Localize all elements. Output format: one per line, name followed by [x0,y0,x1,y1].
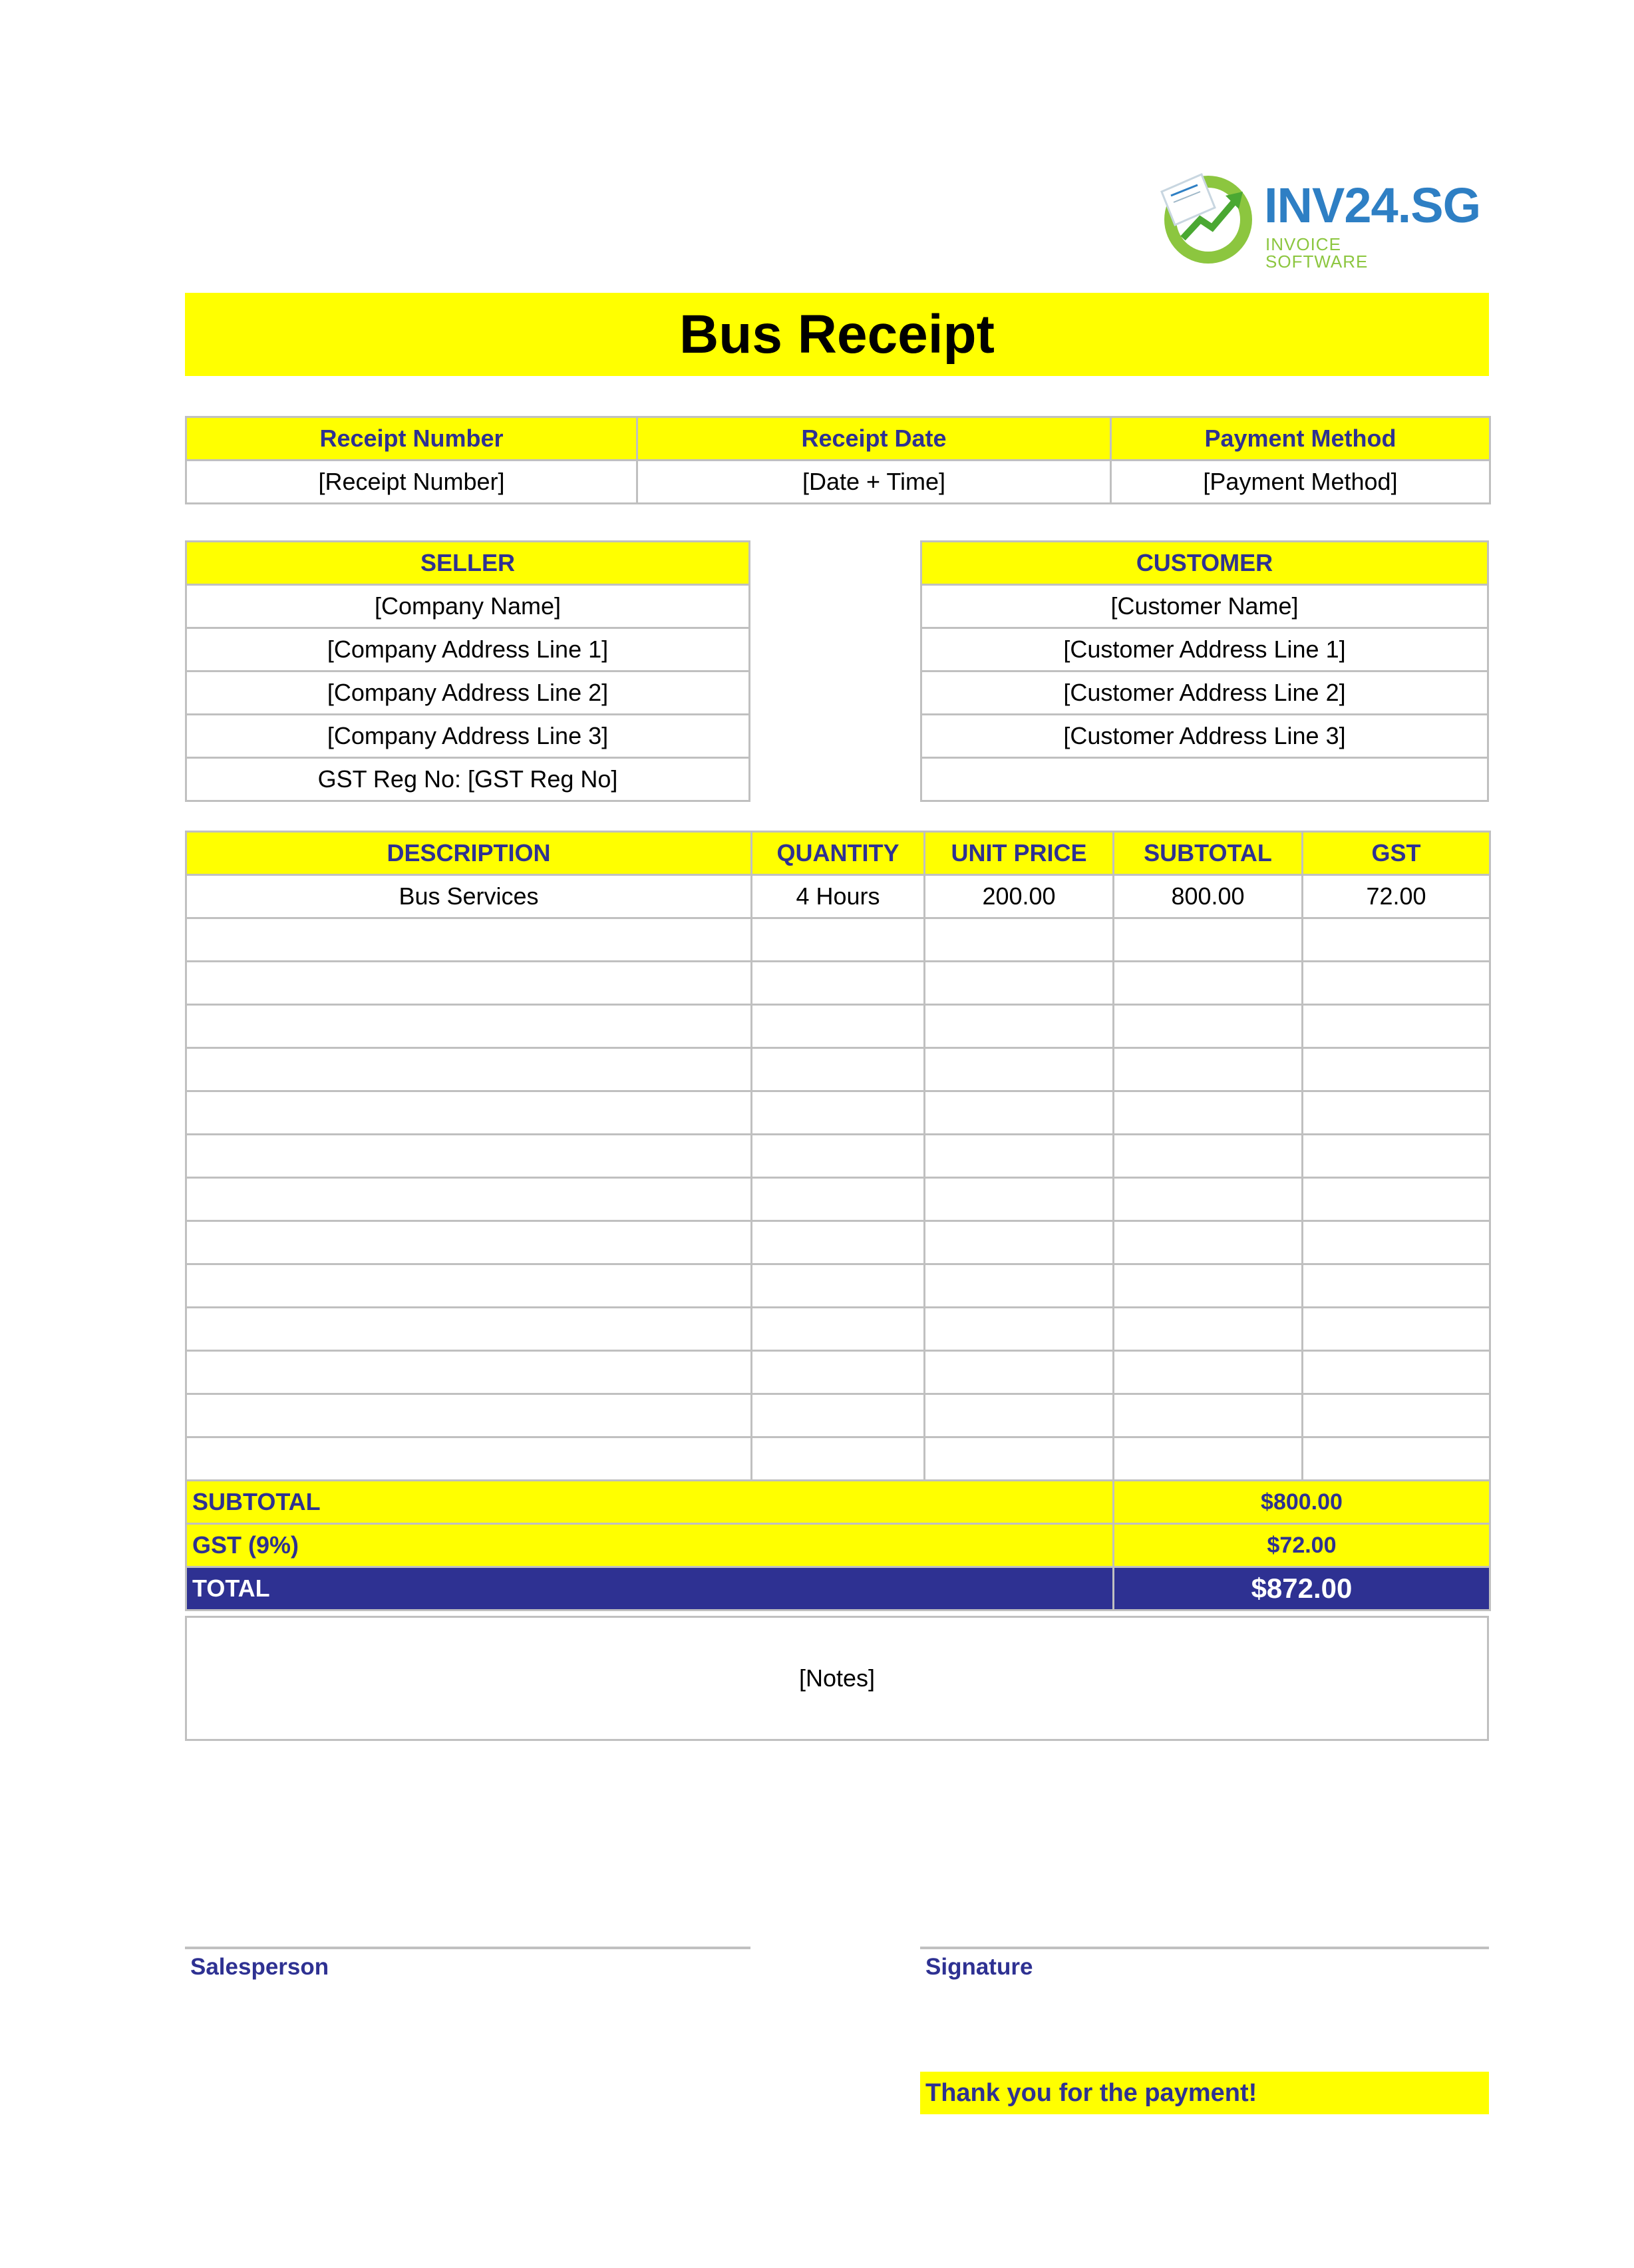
item-unit-price-cell[interactable] [925,1264,1114,1308]
seller-company-name[interactable]: [Company Name] [186,585,750,628]
payment-method-field[interactable]: [Payment Method] [1111,461,1490,504]
item-subtotal-cell[interactable] [1114,962,1303,1005]
table-row [186,962,1490,1005]
item-gst-cell[interactable]: 72.00 [1303,875,1490,918]
item-gst-cell[interactable] [1303,1351,1490,1394]
thank-you-text: Thank you for the payment! [925,2078,1257,2107]
customer-address-line-1[interactable]: [Customer Address Line 1] [921,628,1488,671]
item-quantity-cell[interactable] [752,918,925,962]
item-subtotal-cell[interactable] [1114,1394,1303,1437]
item-description-cell[interactable] [186,1437,752,1481]
table-row [186,875,1490,918]
item-subtotal-cell[interactable] [1114,1178,1303,1221]
item-description-cell[interactable] [186,1351,752,1394]
item-description-cell[interactable] [186,1221,752,1264]
item-quantity-cell[interactable] [752,1221,925,1264]
item-subtotal-cell[interactable] [1114,1005,1303,1048]
table-row [186,1394,1490,1437]
item-quantity-cell[interactable] [752,1308,925,1351]
item-description-cell[interactable] [186,918,752,962]
item-description-cell[interactable] [186,1005,752,1048]
item-subtotal-cell[interactable] [1114,1264,1303,1308]
salesperson-signature-line [185,1947,750,1949]
item-description-cell[interactable] [186,1264,752,1308]
logo-tagline: INVOICE SOFTWARE [1265,234,1369,272]
column-header-unit-price: UNIT PRICE [925,832,1114,875]
gst-label: GST (9%) [186,1524,1114,1567]
table-row [186,1048,1490,1091]
item-unit-price-cell[interactable] [925,1221,1114,1264]
subtotal-label: SUBTOTAL [186,1481,1114,1524]
logo-brand-text: INV24.SG [1264,178,1481,233]
total-value: $872.00 [1114,1567,1490,1610]
payment-method-header: Payment Method [1111,417,1490,461]
customer-address-line-3[interactable]: [Customer Address Line 3] [921,715,1488,758]
item-quantity-cell[interactable] [752,1005,925,1048]
item-subtotal-cell[interactable] [1114,1308,1303,1351]
item-gst-cell[interactable] [1303,1005,1490,1048]
item-description-cell[interactable] [186,1394,752,1437]
title-bar [185,293,1489,376]
item-quantity-cell[interactable] [752,1394,925,1437]
notes-text: [Notes] [798,1664,876,1692]
item-quantity-cell[interactable] [752,1091,925,1135]
item-gst-cell[interactable] [1303,1437,1490,1481]
thank-you-banner [920,2072,1489,2114]
item-unit-price-cell[interactable] [925,1048,1114,1091]
item-gst-cell[interactable] [1303,1308,1490,1351]
item-unit-price-cell[interactable] [925,962,1114,1005]
item-subtotal-cell[interactable] [1114,1091,1303,1135]
item-quantity-cell[interactable] [752,1048,925,1091]
table-row [186,1221,1490,1264]
item-quantity-cell[interactable] [752,1135,925,1178]
customer-header: CUSTOMER [921,542,1488,585]
item-gst-cell[interactable] [1303,1135,1490,1178]
table-row [186,1308,1490,1351]
item-gst-cell[interactable] [1303,1178,1490,1221]
item-gst-cell[interactable] [1303,1221,1490,1264]
item-unit-price-cell[interactable] [925,1437,1114,1481]
document-title: Bus Receipt [679,303,995,365]
item-gst-cell[interactable] [1303,918,1490,962]
notes-box[interactable] [185,1616,1489,1741]
seller-table [185,540,750,802]
item-subtotal-cell[interactable] [1114,1135,1303,1178]
item-description-cell[interactable]: Bus Services [186,875,752,918]
item-quantity-cell[interactable] [752,1351,925,1394]
seller-gst-reg-no[interactable]: GST Reg No: [GST Reg No] [186,758,750,801]
item-unit-price-cell[interactable]: 200.00 [925,875,1114,918]
seller-address-line-3[interactable]: [Company Address Line 3] [186,715,750,758]
column-header-description: DESCRIPTION [186,832,752,875]
item-subtotal-cell[interactable]: 800.00 [1114,875,1303,918]
item-subtotal-cell[interactable] [1114,918,1303,962]
item-description-cell[interactable] [186,1178,752,1221]
items-table [185,831,1491,1611]
item-unit-price-cell[interactable] [925,1091,1114,1135]
table-row [186,1135,1490,1178]
receipt-number-field[interactable]: [Receipt Number] [186,461,637,504]
table-row [186,1005,1490,1048]
customer-name[interactable]: [Customer Name] [921,585,1488,628]
receipt-number-header: Receipt Number [186,417,637,461]
table-row [186,1351,1490,1394]
column-header-quantity: QUANTITY [752,832,925,875]
item-gst-cell[interactable] [1303,1048,1490,1091]
item-description-cell[interactable] [186,1048,752,1091]
item-quantity-cell[interactable] [752,1178,925,1221]
gst-value: $72.00 [1114,1524,1490,1567]
table-row [186,1437,1490,1481]
table-row [186,1178,1490,1221]
seller-address-line-2[interactable]: [Company Address Line 2] [186,671,750,715]
item-quantity-cell[interactable]: 4 Hours [752,875,925,918]
item-unit-price-cell[interactable] [925,1351,1114,1394]
receipt-date-field[interactable]: [Date + Time] [637,461,1111,504]
receipt-info-table [185,416,1491,504]
item-subtotal-cell[interactable] [1114,1221,1303,1264]
seller-address-line-1[interactable]: [Company Address Line 1] [186,628,750,671]
item-description-cell[interactable] [186,1135,752,1178]
signature-label: Signature [925,1954,1033,1980]
customer-extra-line[interactable] [921,758,1488,801]
item-unit-price-cell[interactable] [925,918,1114,962]
column-header-gst: GST [1303,832,1490,875]
company-logo [1156,166,1481,272]
table-row [186,1264,1490,1308]
item-gst-cell[interactable] [1303,1091,1490,1135]
item-subtotal-cell[interactable] [1114,1437,1303,1481]
item-unit-price-cell[interactable] [925,1178,1114,1221]
item-unit-price-cell[interactable] [925,1005,1114,1048]
salesperson-label: Salesperson [190,1954,329,1980]
item-description-cell[interactable] [186,962,752,1005]
item-description-cell[interactable] [186,1091,752,1135]
seller-header: SELLER [186,542,750,585]
item-unit-price-cell[interactable] [925,1394,1114,1437]
item-gst-cell[interactable] [1303,1264,1490,1308]
item-quantity-cell[interactable] [752,1437,925,1481]
table-row [186,918,1490,962]
item-quantity-cell[interactable] [752,1264,925,1308]
item-subtotal-cell[interactable] [1114,1048,1303,1091]
invoice-growth-arrow-icon [1156,166,1256,266]
item-description-cell[interactable] [186,1308,752,1351]
customer-address-line-2[interactable]: [Customer Address Line 2] [921,671,1488,715]
item-gst-cell[interactable] [1303,962,1490,1005]
customer-table [920,540,1489,802]
item-gst-cell[interactable] [1303,1394,1490,1437]
receipt-date-header: Receipt Date [637,417,1111,461]
table-row [186,1091,1490,1135]
item-subtotal-cell[interactable] [1114,1351,1303,1394]
item-quantity-cell[interactable] [752,962,925,1005]
item-unit-price-cell[interactable] [925,1135,1114,1178]
column-header-subtotal: SUBTOTAL [1114,832,1303,875]
item-unit-price-cell[interactable] [925,1308,1114,1351]
total-label: TOTAL [186,1567,1114,1610]
customer-signature-line [920,1947,1489,1949]
subtotal-value: $800.00 [1114,1481,1490,1524]
